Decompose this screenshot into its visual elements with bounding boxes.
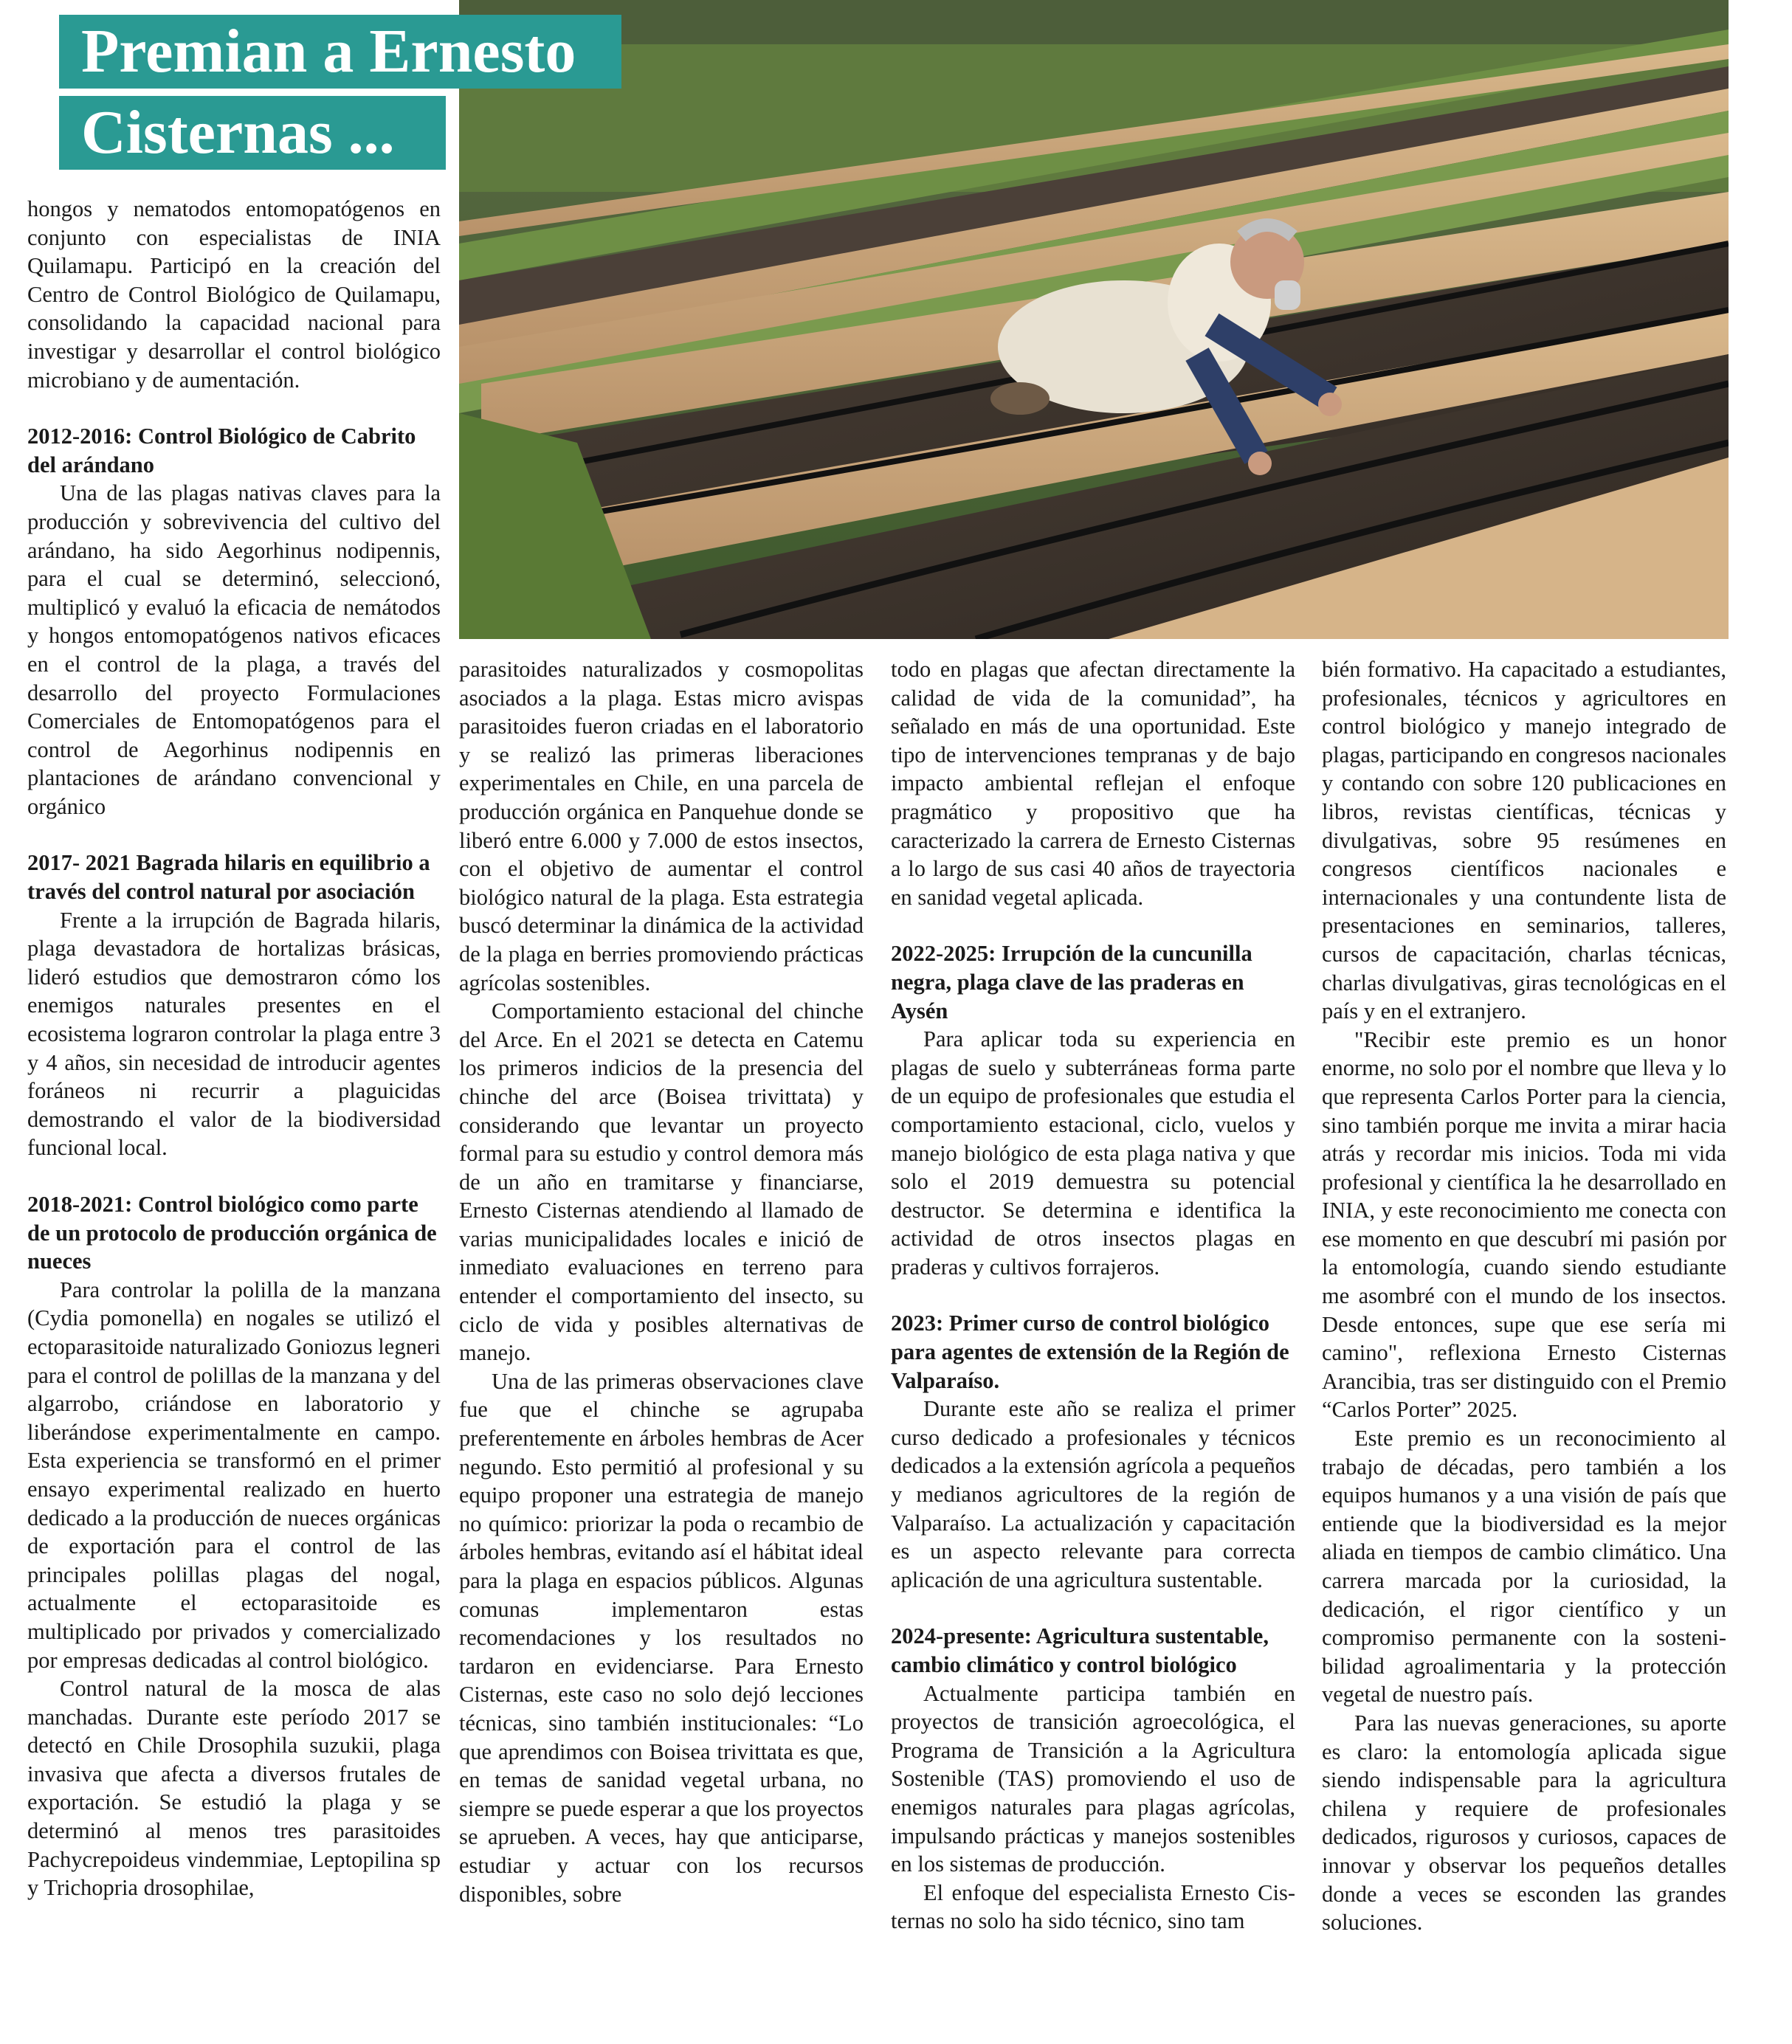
paragraph: Comportamiento estacional del chinche del Arce. En el 2021 se detecta en Catemu los primeros indicios de la presencia del chinche del arce (Boisea trivittata) y considerando que levantar un proyecto formal para su estudio y control demora más de un año en tramitarse y financiarse, Ernesto Cisternas atendiendo al llamado de varias municipalidades locales e inició de inmediato evaluaciones en terreno para entender el comportamiento del insecto, su ciclo de vida y posibles alternativas de manejo. xyxy=(459,998,864,1366)
paragraph: Actualmente participa también en proyectos de transición agroecológica, el Programa de Transición a la Agricultura Sostenible (TAS) promoviendo el uso de enemigos naturales para plagas agrícolas, impulsando prácticas y manejos sostenibles en los sistemas de producción. xyxy=(891,1680,1295,1877)
section-heading: 2024-presente: Agricultura sustentable, cambio climático y control biológico xyxy=(891,1623,1269,1677)
paragraph: hongos y nematodos entomopatógenos en conjunto con especialistas de INIA Quilamapu. Participó en la creación del Centro de Control Biológico de Quilamapu, consolidando la capacidad nacional para investigar y desarrollar el control biológico microbiano y de aumentación. xyxy=(27,196,441,393)
paragraph: El enfoque del especialista Ernesto Cisternas no solo ha sido técnico, sino tam xyxy=(891,1879,1295,1934)
paragraph: Para aplicar toda su experiencia en plagas de suelo y subterráneas forma parte de un equipo de profesionales que estudia el comportamiento estacional, ciclo, vuelos y manejo biológico de esta plaga nativa y que solo el 2019 demuestra su potencial destructor. Se determina e identifica la actividad de otros insectos plagas en praderas y cultivos forrajeros. xyxy=(891,1026,1295,1280)
paragraph: Una de las plagas nativas claves para la producción y sobrevivencia del cultivo del arándano, ha sido Aegorhinus nodipennis, para el cual se determinó, seleccionó, multiplicó y evaluó la eficacia de nemátodos y hongos entomopatógenos nativos eficaces en el control de la plaga, a través del desarrollo del proyecto Formulaciones Comerciales de Entomopatógenos para el control de Aegorhinus nodipennis en plantaciones de arándano convencional y orgánico xyxy=(27,480,441,819)
paragraph: Este premio es un reconocimiento al trabajo de décadas, pero también a los equipos humanos y a una visión de país que entiende que la biodiversidad es la mejor aliada en tiempos de cambio climático. Una carrera marcada por la curiosidad, la dedicación, el rigor científico y un compromiso permanente con la sostenibilidad agroalimentaria y la protección vegetal de nuestro país. xyxy=(1322,1426,1726,1708)
headline-line-1: Premian a Ernesto xyxy=(59,15,621,89)
paragraph: Durante este año se realiza el primer curso dedicado a profesionales y técnicos dedicados a la extensión agrícola a pequeños y medianos agricultores de la región de Valparaíso. La actualización y capacitación es un aspecto relevante para correcta aplicación de una agricultura sustentable. xyxy=(891,1396,1295,1592)
paragraph: todo en plagas que afectan directamente la calidad de vida de la comunidad”, ha señalado en más de una oportunidad. Este tipo de intervenciones tempranas y de bajo impacto ambiental reflejan el enfoque pragmático y propositivo que ha caracterizado la carrera de Ernesto Cisternas a lo largo de sus casi 40 años de trayectoria en sanidad vegetal aplicada. xyxy=(891,657,1295,910)
section-heading: 2022-2025: Irrupción de la cuncunilla negra, plaga clave de las praderas en Aysén xyxy=(891,941,1252,1023)
section-heading: 2018-2021: Control biológico como parte de un protocolo de producción orgánica de nueces xyxy=(27,1192,437,1274)
paragraph: Control natural de la mosca de alas manchadas. Durante este período 2017 se detectó en Chile Drosophila suzukii, plaga invasiva que afecta a diversos frutales de exportación. Se estudió la plaga y se determinó al menos tres parasitoides Pachycrepoideus vindemmiae, Leptopilina sp y Trichopria drosophilae, xyxy=(27,1676,441,1901)
paragraph: Una de las primeras observaciones clave fue que el chinche se agrupaba preferentemente en árboles hembras de Acer negundo. Esto permitió al profesional y su equipo proponer una estrategia de manejo no químico: priorizar la poda o recambio de árboles hembras, evitando así el hábitat ideal para la plaga en espacios públicos. Algunas comunas implementaron estas recomendaciones y los resultados no tardaron en evidenciarse. Para Ernesto Cisternas, este caso no solo dejó lecciones técnicas, sino también institucionales: “Lo que aprendimos con Boisea trivittata es que, en temas de sanidad vegetal urbana, no siempre se puede esperar a que los proyectos se aprueben. A veces, hay que anticiparse, estudiar y actuar con los recursos disponibles, sobre xyxy=(459,1368,864,1907)
article-column-2 xyxy=(459,655,864,1908)
section-heading: 2017- 2021 Bagrada hilaris en equilibrio a través del control natural por asociación xyxy=(27,850,430,905)
paragraph: bién formativo. Ha capacitado a estudiantes, profesionales, técnicos y agricultores en control biológico y manejo integrado de plagas, participando en congresos nacionales y contando con sobre 120 publicaciones en libros, revistas científicas, técnicas y divulgativas, sobre 95 resúmenes en congresos científicos nacionales e internacionales y una contundente lista de presentaciones en seminarios, talleres, cursos de capacitación, charlas técnicas, charlas divulgativas, giras tecnológicas en el país y en el extranjero. xyxy=(1322,657,1726,1024)
article-column-4 xyxy=(1322,655,1726,1937)
section-heading: 2023: Primer curso de control biológico para agentes de extensión de la Región de Valparaíso. xyxy=(891,1311,1289,1393)
headline-line-2: Cisternas ... xyxy=(59,96,446,170)
paragraph: parasitoides naturalizados y cosmopolitas asociados a la plaga. Estas micro avispas parasitoides fueron criadas en el laboratorio y se realizó las primeras liberaciones experimentales en Chile, en una parcela de producción orgánica en Panquehue donde se liberó entre 6.000 y 7.000 de estos insectos, con el objetivo de aumentar el control biológico natural de la plaga. Esta estrategia buscó determinar la dinámica de la actividad de la plaga en berries promoviendo prácticas agrícolas sostenibles. xyxy=(459,657,864,995)
article-column-3 xyxy=(891,655,1295,1936)
section-heading: 2012-2016: Control Biológico de Cabrito del arándano xyxy=(27,424,416,477)
paragraph: Para las nuevas generaciones, su aporte es claro: la entomología aplicada sigue siendo indispensable para la agricultura chilena y requiere de profesionales dedicados, rigurosos y curiosos, capaces de innovar y observar los pequeños detalles donde a veces se esconden las grandes soluciones. xyxy=(1322,1710,1726,1936)
paragraph: Frente a la irrupción de Bagrada hilaris, plaga devastadora de hortalizas brásicas, lideró estudios que demostraron cómo los enemigos naturales presentes en el ecosistema lograron controlar la plaga entre 3 y 4 años, sin necesidad de introducir agentes foráneos ni recurrir a plaguicidas demostrando el valor de la biodiversidad funcional local. xyxy=(27,907,441,1161)
paragraph: Para controlar la polilla de la manzana (Cydia pomonella) en nogales se utilizó el ectoparasitoide naturalizado Goniozus legneri para el control de polillas de la manzana y del algarrobo, criándose en laboratorio y liberándose experimentalmente en campo. Esta experiencia se transformó en el primer ensayo experimental realizado en huerto dedicado a la producción de nueces orgánicas de exportación para el control de las principales polillas plagas del nogal, actualmente el ectoparasitoide es multiplicado por privados y comercializado por empresas dedicadas al control biológico. xyxy=(27,1277,441,1673)
article-photo xyxy=(459,0,1729,639)
paragraph: "Recibir este premio es un honor enorme, no solo por el nombre que lleva y lo que representa Carlos Porter para la ciencia, sino también porque me invita a mirar hacia atrás y recordar mis inicios. Toda mi vida profesional y científica la he desarrollado en INIA, y este reconocimiento me conecta con ese momento en que descubrí mi pasión por la entomología, cuando siendo estudiante me asombré con el mundo de los insectos. Desde entonces, supe que ese sería mi camino", reflexiona Ernesto Cisternas Arancibia, tras ser distinguido con el Premio “Carlos Porter” 2025. xyxy=(1322,1026,1726,1423)
article-column-1 xyxy=(27,195,441,1902)
